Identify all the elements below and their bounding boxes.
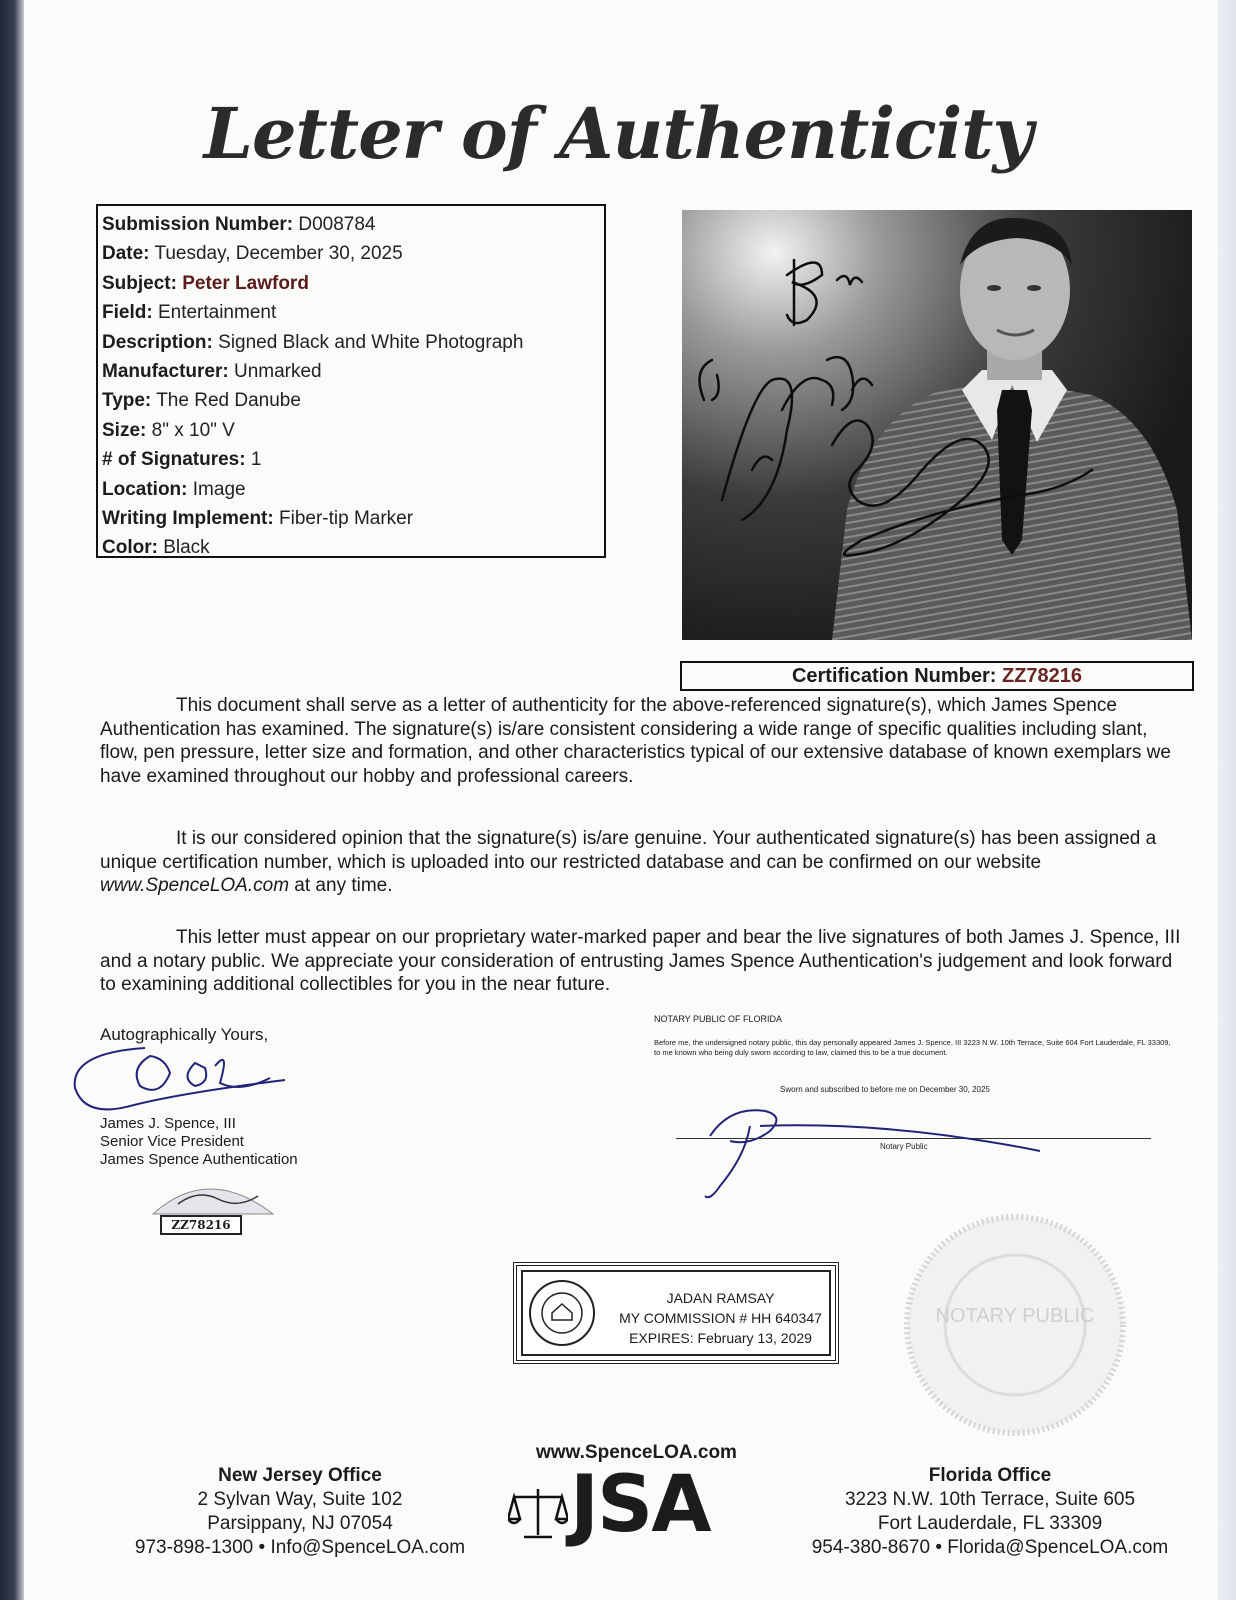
location-label: Location: xyxy=(102,478,188,500)
nj-office xyxy=(100,1464,500,1560)
nj-office-line2: Parsippany, NJ 07054 xyxy=(207,1513,393,1534)
notary-signature-label: Notary Public xyxy=(880,1142,928,1151)
certification-label: Certification Number: xyxy=(791,665,997,687)
subject-value: Peter Lawford xyxy=(182,272,309,294)
signer-name: James J. Spence, III xyxy=(100,1115,236,1132)
signer-role: Senior Vice President xyxy=(100,1133,244,1150)
fl-office xyxy=(790,1464,1190,1560)
field-label: Field: xyxy=(102,302,153,324)
manufacturer-value: Unmarked xyxy=(233,361,322,383)
subject-label: Subject: xyxy=(102,272,177,294)
date-label: Date: xyxy=(102,243,150,265)
nj-office-title: New Jersey Office xyxy=(218,1465,382,1486)
spence-signature-icon xyxy=(70,1038,290,1118)
signed-photograph xyxy=(682,210,1192,640)
date-row xyxy=(102,239,604,268)
closing-salutation: Autographically Yours, xyxy=(100,1025,269,1044)
signatures-value: 1 xyxy=(250,449,262,471)
paragraph-examination-text: This document shall serve as a letter of authenticity for the above-referenced signature(s), which James Spence Authentication has examined. The signature(s) is/are consistent considering a wide range of specific qualities including slant, flow, pen pressure, letter size and formation, and other characteristics typical of our extensive database of known exemplars we have examined throughout our hobby and professional careers. xyxy=(100,695,1171,787)
field-row xyxy=(102,298,604,327)
paragraph-requirements-text: This letter must appear on our proprietary water-marked paper and bear the live signatures of both James J. Spence, III and a notary public. We appreciate your consideration of entrusting James Spence Authentication's judgement and look forward to examining additional collectibles for you in the near future. xyxy=(100,927,1181,995)
submission-label: Submission Number: xyxy=(102,214,294,235)
implement-row xyxy=(102,504,604,533)
type-label: Type: xyxy=(102,390,152,412)
fl-office-line1: 3223 N.W. 10th Terrace, Suite 605 xyxy=(844,1489,1136,1510)
florida-seal-icon xyxy=(527,1278,597,1348)
subject-row xyxy=(102,269,604,298)
location-row xyxy=(102,475,604,504)
size-row xyxy=(102,416,604,445)
notary-stamp-text xyxy=(613,1288,828,1348)
type-value: The Red Danube xyxy=(156,390,301,412)
paragraph-opinion-text: It is our considered opinion that the signature(s) is/are genuine. Your authenticated signature(s) has been assigned a unique certification number, which is uploaded into our restricted database and can be confirmed on our website xyxy=(100,828,1157,873)
embossed-seal-text: NOTARY PUBLIC xyxy=(935,1305,1095,1327)
photograph-illustration xyxy=(682,210,1192,640)
color-value: Black xyxy=(163,537,210,559)
footer-website[interactable]: www.SpenceLOA.com xyxy=(536,1442,737,1463)
scan-edge-right xyxy=(1218,0,1236,1600)
jsa-logo: JSA xyxy=(570,1460,710,1550)
page-title: Letter of Authenticity xyxy=(203,92,1033,175)
date-value: Tuesday, December 30, 2025 xyxy=(154,243,403,265)
signer-block xyxy=(100,1115,298,1169)
color-row xyxy=(102,533,604,562)
submission-value: D008784 xyxy=(298,214,376,235)
website-link[interactable]: www.SpenceLOA.com xyxy=(100,875,290,896)
notary-commission: MY COMMISSION # HH 640347 xyxy=(619,1310,822,1326)
nj-office-line1: 2 Sylvan Way, Suite 102 xyxy=(197,1489,403,1510)
notary-expires: EXPIRES: February 13, 2029 xyxy=(629,1330,812,1346)
paragraph-opinion-tail: at any time. xyxy=(289,875,393,896)
notary-signature-icon xyxy=(690,1096,1050,1206)
implement-value: Fiber-tip Marker xyxy=(279,508,414,530)
location-value: Image xyxy=(192,478,246,500)
scales-of-justice-icon xyxy=(508,1485,568,1541)
signatures-row xyxy=(102,445,604,474)
signatures-label: # of Signatures: xyxy=(102,449,246,471)
notary-embossed-seal-icon xyxy=(900,1210,1130,1440)
notary-stamp xyxy=(513,1262,839,1364)
color-label: Color: xyxy=(102,537,158,559)
paragraph-examination xyxy=(100,694,1190,788)
notary-statement: Before me, the undersigned notary public, this day personally appeared James J. Spence, III 3223 N.W. 10th Terrace, Suite 604 Fort Lauderdale, FL 33309, to me known who being duly sworn according to law, claimed this to be a true document. xyxy=(654,1038,1171,1057)
implement-label: Writing Implement: xyxy=(102,508,274,530)
certification-box xyxy=(680,661,1194,691)
manufacturer-row xyxy=(102,357,604,386)
fl-office-contact: 954-380-8670 • Florida@SpenceLOA.com xyxy=(811,1537,1169,1558)
notary-heading: NOTARY PUBLIC OF FLORIDA xyxy=(654,1014,783,1024)
paragraph-requirements xyxy=(100,926,1190,997)
fl-office-title: Florida Office xyxy=(928,1465,1052,1486)
notary-name: JADAN RAMSAY xyxy=(666,1290,775,1306)
item-details-box xyxy=(96,204,606,558)
field-value: Entertainment xyxy=(157,302,277,324)
size-label: Size: xyxy=(102,419,147,441)
signer-company: James Spence Authentication xyxy=(100,1151,298,1168)
size-value: 8" x 10" V xyxy=(151,419,235,441)
scan-edge-left xyxy=(0,0,24,1600)
fl-office-line2: Fort Lauderdale, FL 33309 xyxy=(877,1513,1103,1534)
certification-number: ZZ78216 xyxy=(1001,665,1083,687)
description-value: Signed Black and White Photograph xyxy=(218,331,524,353)
type-row xyxy=(102,386,604,415)
description-label: Description: xyxy=(102,331,213,353)
paragraph-opinion xyxy=(100,827,1190,898)
description-row xyxy=(102,328,604,357)
nj-office-contact: 973-898-1300 • Info@SpenceLOA.com xyxy=(134,1537,466,1558)
jsa-hologram-icon xyxy=(148,1174,278,1219)
submission-row xyxy=(102,210,604,239)
manufacturer-label: Manufacturer: xyxy=(102,361,229,383)
notary-sworn-line: Sworn and subscribed to before me on December 30, 2025 xyxy=(780,1085,990,1094)
hologram-number: ZZ78216 xyxy=(160,1215,242,1235)
